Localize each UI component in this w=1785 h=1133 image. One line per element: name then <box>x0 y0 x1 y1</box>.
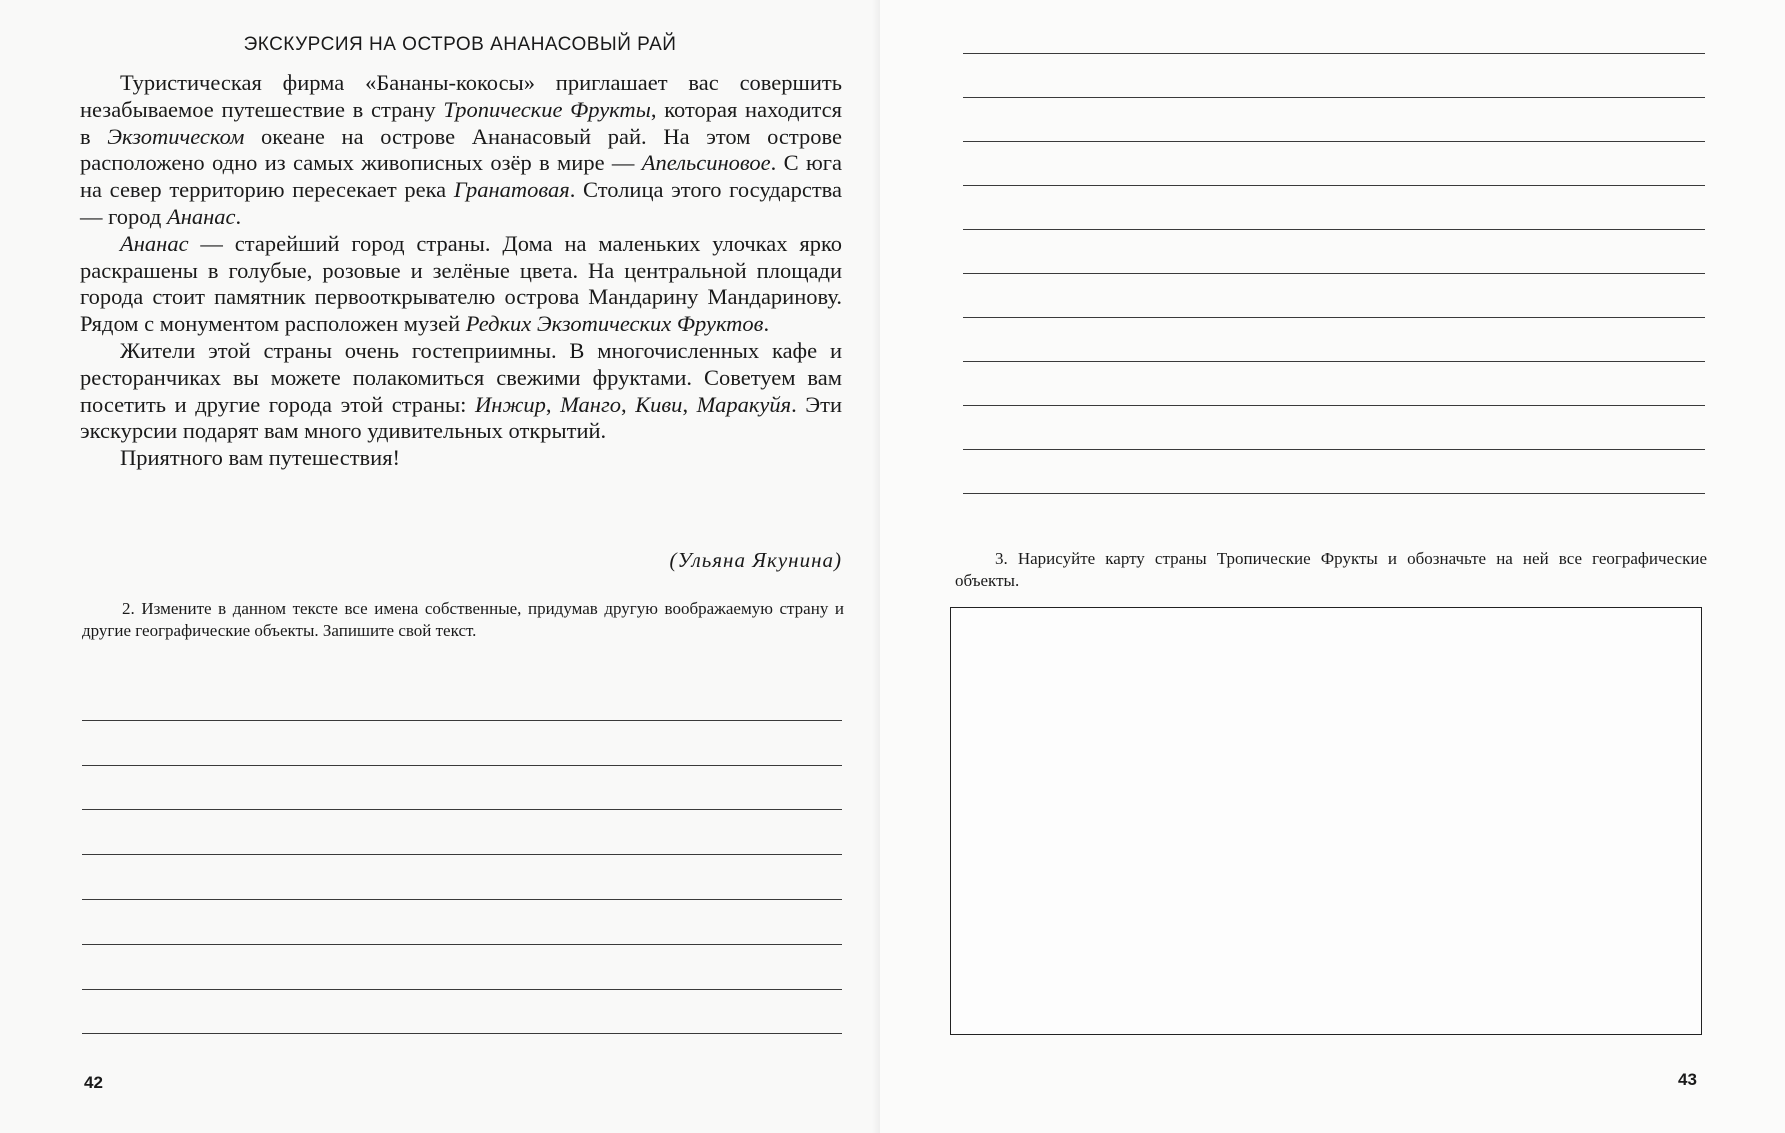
italic-place-name: Редких Экзотических Фруктов <box>465 311 764 337</box>
italic-place-name: Маракуйя <box>696 391 792 417</box>
italic-place-name: Тропические Фрукты <box>443 96 651 122</box>
page-number-right: 43 <box>1678 1070 1697 1089</box>
writing-lines-task-2[interactable] <box>82 676 842 1034</box>
writing-line[interactable] <box>963 186 1705 230</box>
text-span: океане на острове Ананасовый рай. На этом острове расположено одно из самых живописных озёр в мире — <box>80 123 843 176</box>
page-number-left: 42 <box>84 1073 103 1092</box>
writing-line[interactable] <box>963 406 1705 450</box>
text-span: . <box>763 311 770 337</box>
writing-line[interactable] <box>82 990 842 1035</box>
writing-line[interactable] <box>82 900 842 945</box>
text-span: . Столица этого государства — город <box>80 177 842 229</box>
story-paragraph-3 <box>80 338 842 445</box>
text-span: . Эти экскурсии подарят вам много удивительных открытий. <box>80 391 843 444</box>
text-span: , <box>545 391 561 417</box>
text-span: . С юга на север территорию пересекает река <box>80 150 842 203</box>
text-span: Жители этой страны очень гостеприимны. В многочисленных кафе и ресторанчиках вы можете полакомиться свежими фруктами. Советуем вам посетить и другие города этой страны: <box>80 337 842 417</box>
italic-place-name: Манго <box>560 391 621 417</box>
story-paragraph-4: Приятного вам путешествия! <box>120 445 401 471</box>
writing-line[interactable] <box>82 945 842 990</box>
writing-line[interactable] <box>963 142 1705 186</box>
text-span: — старейший город страны. Дома на маленьких улочках ярко раскрашены в голубые, розовые и зелёные цвета. На центральной площади города стоит памятник первооткрывателю острова Мандарину Мандаринову. Рядом с монументом расположен музей <box>80 230 842 337</box>
italic-place-name: Инжир <box>475 391 546 417</box>
writing-line[interactable] <box>963 362 1705 406</box>
task-3-instructions: 3. Нарисуйте карту страны Тропические Фрукты и обозначьте на ней все географические объекты. <box>955 549 1707 590</box>
story-author: (Ульяна Якунина) <box>669 548 842 572</box>
writing-line[interactable] <box>82 676 842 721</box>
writing-line[interactable] <box>82 766 842 811</box>
italic-place-name: Ананас <box>120 230 189 256</box>
writing-line[interactable] <box>963 54 1705 98</box>
story-title: ЭКСКУРСИЯ НА ОСТРОВ АНАНАСОВЫЙ РАЙ <box>243 34 677 55</box>
story-paragraph-1 <box>80 70 842 231</box>
task-2-instructions: 2. Измените в данном тексте все имена собственные, придумав другую воображаемую страну и другие географические объекты. Запишите свой текст. <box>82 599 844 640</box>
map-drawing-area[interactable] <box>950 607 1702 1035</box>
story-paragraph-2 <box>80 231 842 338</box>
writing-line[interactable] <box>963 10 1705 54</box>
writing-line[interactable] <box>82 810 842 855</box>
writing-lines-continued[interactable] <box>963 10 1705 494</box>
writing-line[interactable] <box>82 855 842 900</box>
story-text <box>80 70 842 472</box>
writing-line[interactable] <box>82 721 842 766</box>
text-span: , которая находится в <box>80 96 842 149</box>
text-span: . <box>235 203 242 229</box>
italic-place-name: Апельсиновое <box>641 150 771 176</box>
left-page <box>0 0 880 1133</box>
writing-line[interactable] <box>963 98 1705 142</box>
italic-place-name: Гранатовая <box>453 177 570 203</box>
writing-line[interactable] <box>963 318 1705 362</box>
italic-place-name: Экзотическом <box>107 123 245 149</box>
writing-line[interactable] <box>963 450 1705 494</box>
writing-line[interactable] <box>963 274 1705 318</box>
italic-place-name: Киви <box>635 391 683 417</box>
text-span: , <box>620 391 636 417</box>
text-span: Туристическая фирма «Бананы-кокосы» приглашает вас совершить незабываемое путешествие в страну <box>80 70 842 122</box>
writing-line[interactable] <box>963 230 1705 274</box>
italic-place-name: Ананас <box>166 203 236 229</box>
text-span: , <box>682 391 697 417</box>
